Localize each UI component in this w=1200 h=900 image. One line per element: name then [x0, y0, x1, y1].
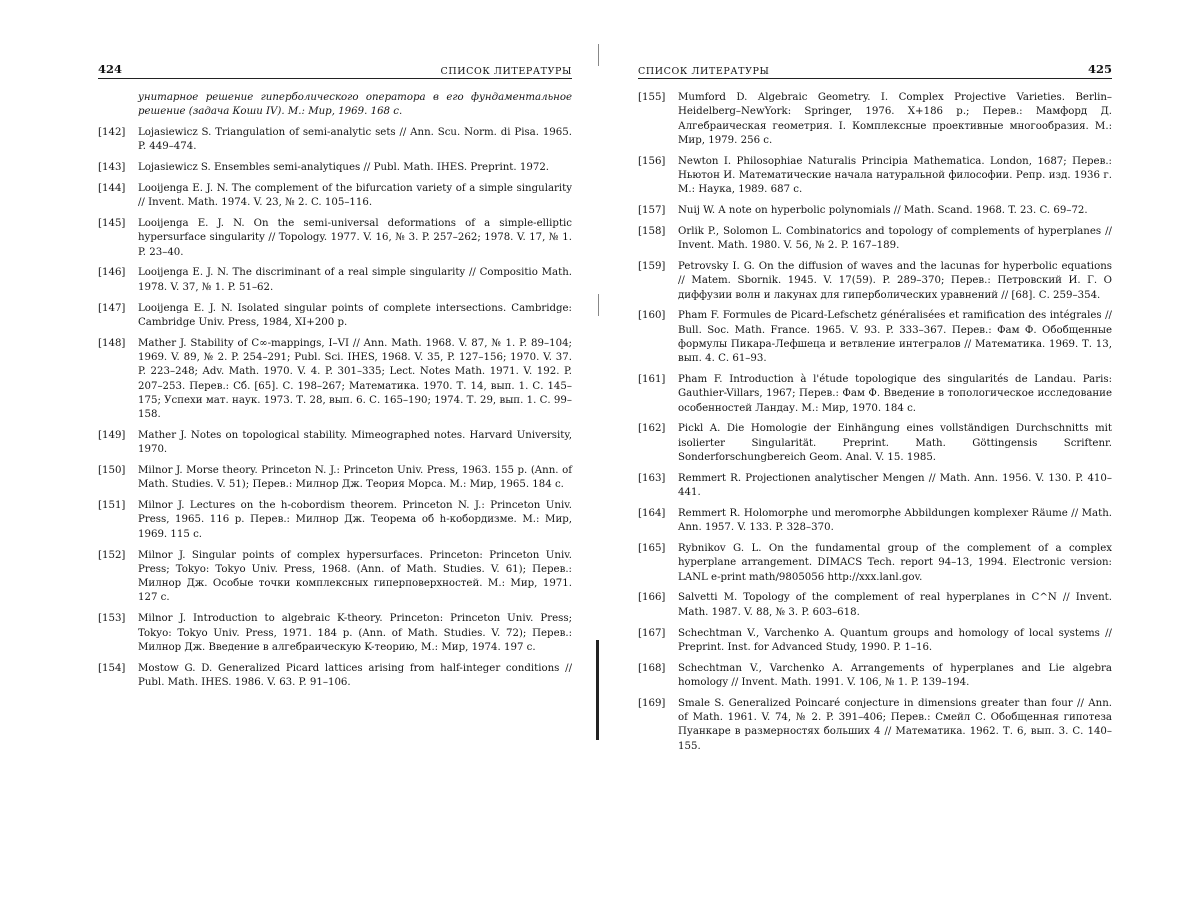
reference-text: Mumford D. Algebraic Geometry. I. Complex Projective Varieties. Berlin–Heidelberg–NewYork: Springer, 1976. X+186 p.; Перев.: Мамфорд Д. Алгебраическая геометрия. I. Комплексные проективные многообразия. М.: Мир, 1979. 256 с. — [678, 92, 1112, 146]
reference-text: Remmert R. Projectionen analytischer Mengen // Math. Ann. 1956. V. 130. P. 410–441. — [678, 472, 1112, 499]
reference-number: [146] — [98, 267, 126, 279]
reference-number — [98, 91, 138, 120]
reference-number: [153] — [98, 613, 126, 625]
reference-number: [151] — [98, 500, 126, 512]
reference-text: Lojasiewicz S. Ensembles semi-analytiques // Publ. Math. IHES. Preprint. 1972. — [138, 162, 550, 174]
reference-entry — [98, 182, 572, 211]
left-reference-list — [98, 91, 572, 690]
reference-text: Looijenga E. J. N. On the semi-universal deformations of a simple-elliptic hypersurface singularity // Topology. 1977. V. 16, № 3. P. 257–262; 1978. V. 17, № 1. P. 23–40. — [138, 218, 572, 258]
reference-entry — [98, 464, 572, 493]
left-page — [98, 62, 572, 697]
reference-entry — [98, 302, 572, 331]
reference-text: Milnor J. Lectures on the h-cobordism theorem. Princeton N. J.: Princeton Univ. Press, 1965. 116 p. Перев.: Милнор Дж. Теорема об h-кобордизме. М.: Мир, 1969. 115 с. — [138, 500, 572, 540]
reference-number: [148] — [98, 337, 126, 349]
reference-number: [165] — [638, 543, 666, 555]
reference-entry — [638, 225, 1112, 254]
reference-text: Mather J. Stability of C∞-mappings, I–VI // Ann. Math. 1968. V. 87, № 1. P. 89–104; 1969. V. 89, № 2. P. 254–291; Publ. Sci. IHES, 1968. V. 35, P. 127–156; 1970. V. 37. P. 223–248; Adv. Math. 1970. V. 4. P. 301–335; Lect. Notes Math. 1971. V. 192. P. 207–253. Перев.: Сб. [65]. С. 198–267; Математика. 1970. Т. 14, вып. 1. С. 145–175; Успехи мат. наук. 1973. Т. 28, вып. 6. С. 165–190; 1974. Т. 29, вып. 1. С. 99–158. — [138, 337, 572, 421]
reference-entry — [638, 204, 1112, 218]
reference-entry — [638, 260, 1112, 303]
reference-entry — [638, 662, 1112, 691]
reference-entry — [638, 472, 1112, 501]
gutter-tick-top — [598, 44, 599, 66]
reference-entry — [98, 612, 572, 655]
reference-entry — [638, 155, 1112, 198]
reference-entry — [98, 217, 572, 260]
gutter-tick-middle — [598, 294, 599, 316]
reference-number: [169] — [638, 697, 666, 709]
reference-entry — [638, 309, 1112, 366]
reference-text: Lojasiewicz S. Triangulation of semi-analytic sets // Ann. Scu. Norm. di Pisa. 1965. P. 449–474. — [138, 127, 572, 153]
right-page-number: 425 — [1087, 62, 1112, 76]
reference-number: [158] — [638, 225, 666, 237]
reference-number: [167] — [638, 627, 666, 639]
reference-number: [144] — [98, 182, 126, 194]
reference-text: Mather J. Notes on topological stability. Mimeographed notes. Harvard University, 1970. — [138, 429, 572, 456]
reference-entry — [638, 422, 1112, 465]
reference-number: [143] — [98, 162, 126, 174]
reference-number: [163] — [638, 472, 666, 484]
reference-entry — [638, 542, 1112, 585]
reference-text: Salvetti M. Topology of the complement of real hyperplanes in C^N // Invent. Math. 1987. V. 88, № 3. P. 603–618. — [678, 592, 1112, 618]
reference-number: [154] — [98, 662, 126, 674]
reference-text: Orlik P., Solomon L. Combinatorics and topology of complements of hyperplanes // Invent. Math. 1980. V. 56, № 2. P. 167–189. — [678, 225, 1112, 252]
reference-text: Newton I. Philosophiae Naturalis Principia Mathematica. London, 1687; Перев.: Ньютон И. Математические начала натуральной философии. Репр. изд. 1936 г. М.: Наука, 1989. 687 с. — [678, 155, 1112, 196]
reference-number: [162] — [638, 423, 666, 435]
reference-entry — [638, 91, 1112, 148]
reference-entry — [638, 697, 1112, 754]
reference-number: [160] — [638, 310, 666, 322]
reference-entry — [98, 499, 572, 542]
reference-entry — [98, 266, 572, 295]
reference-entry — [638, 591, 1112, 620]
left-running-head-title: СПИСОК ЛИТЕРАТУРЫ — [440, 66, 572, 77]
reference-number: [145] — [98, 218, 126, 230]
reference-text: Pham F. Introduction à l'étude topologique des singularités de Landau. Paris: Gauthier-Villars, 1967; Перев.: Фам Ф. Введение в топологическое исследование особенностей Ландау. М.: Мир, 1970. 184 с. — [678, 374, 1112, 414]
left-running-head — [98, 62, 572, 79]
reference-entry — [98, 161, 572, 175]
reference-text: Milnor J. Singular points of complex hypersurfaces. Princeton: Princeton Univ. Press; Tokyo: Tokyo Univ. Press, 1968. (Ann. of Math. Studies. V. 61); Перев.: Милнор Дж. Особые точки комплексных гиперповерхностей. М.: Мир, 1971. 127 с. — [138, 549, 572, 604]
gutter-scan-bar — [596, 640, 599, 740]
reference-number: [164] — [638, 507, 666, 519]
reference-text: Milnor J. Morse theory. Princeton N. J.: Princeton Univ. Press, 1963. 155 p. (Ann. of Math. Studies. V. 51); Перев.: Милнор Дж. Теория Морса. М.: Мир, 1965. 184 с. — [138, 465, 572, 491]
reference-number: [157] — [638, 205, 666, 217]
right-running-head — [638, 62, 1112, 79]
reference-text: Looijenga E. J. N. Isolated singular points of complete intersections. Cambridge: Cambridge Univ. Press, 1984, XI+200 p. — [138, 302, 572, 328]
reference-number: [149] — [98, 429, 126, 441]
reference-entry — [98, 126, 572, 155]
reference-text: Pickl A. Die Homologie der Einhängung eines vollständigen Durchschnitts mit isolierter Singularität. Preprint. Math. Göttingensis Scriftenr. Sonderforschungbereich Geom. Anal. V. 15. 1985. — [678, 423, 1112, 464]
reference-text: Remmert R. Holomorphe und meromorphe Abbildungen komplexer Räume // Math. Ann. 1957. V. 133. P. 328–370. — [678, 507, 1112, 534]
reference-number: [142] — [98, 127, 126, 139]
reference-text: Smale S. Generalized Poincaré conjecture in dimensions greater than four // Ann. of Math. 1961. V. 74, № 2. P. 391–406; Перев.: Смейл С. Обобщенная гипотеза Пуанкаре в размерностях больших 4 // Математика. 1962. Т. 6, вып. 3. С. 140–155. — [678, 697, 1112, 752]
reference-entry — [638, 627, 1112, 656]
reference-entry — [98, 337, 572, 423]
right-running-head-title: СПИСОК ЛИТЕРАТУРЫ — [638, 66, 770, 77]
reference-number: [159] — [638, 260, 666, 272]
reference-number: [168] — [638, 662, 666, 674]
reference-text: Pham F. Formules de Picard-Lefschetz généralisées et ramification des intégrales // Bull. Soc. Math. France. 1965. V. 93. P. 333–367. Перев.: Фам Ф. Обобщенные формулы Пикара-Лефшеца и ветвление интегралов // Математика. 1969. Т. 13, вып. 4. С. 61–93. — [678, 310, 1112, 365]
reference-entry — [638, 507, 1112, 536]
reference-text: унитарное решение гиперболического оператора в его фундаментальное решение (задача Коши IV). М.: Мир, 1969. 168 с. — [138, 92, 572, 118]
reference-text: Petrovsky I. G. On the diffusion of waves and the lacunas for hyperbolic equations // Matem. Sbornik. 1945. V. 17(59). P. 289–370; Перев.: Петровский И. Г. О диффузии волн и лакунах для гиперболических уравнений // [68]. С. 259–354. — [678, 260, 1112, 301]
left-page-number: 424 — [98, 62, 123, 76]
right-page — [638, 62, 1112, 760]
reference-number: [156] — [638, 155, 666, 167]
reference-text: Nuij W. A note on hyperbolic polynomials // Math. Scand. 1968. T. 23. C. 69–72. — [678, 205, 1088, 217]
reference-number: [166] — [638, 592, 666, 604]
right-reference-list — [638, 91, 1112, 754]
reference-entry — [638, 373, 1112, 416]
reference-text: Looijenga E. J. N. The discriminant of a real simple singularity // Compositio Math. 1978. V. 37, № 1. P. 51–62. — [138, 267, 572, 293]
reference-text: Rybnikov G. L. On the fundamental group of the complement of a complex hyperplane arrangement. DIMACS Tech. report 94–13, 1994. Electronic version: LANL e-print math/9805056 http://xxx.lanl.gov. — [678, 543, 1112, 583]
reference-entry — [98, 662, 572, 691]
reference-text: Mostow G. D. Generalized Picard lattices arising from half-integer conditions // Publ. Math. IHES. 1986. V. 63. P. 91–106. — [138, 662, 572, 688]
reference-number: [147] — [98, 302, 126, 314]
reference-number: [152] — [98, 549, 126, 561]
reference-entry — [98, 91, 572, 120]
reference-number: [155] — [638, 92, 666, 103]
reference-text: Schechtman V., Varchenko A. Arrangements of hyperplanes and Lie algebra homology // Invent. Math. 1991. V. 106, № 1. P. 139–194. — [678, 662, 1112, 688]
reference-number: [150] — [98, 465, 126, 477]
reference-text: Schechtman V., Varchenko A. Quantum groups and homology of local systems // Preprint. Inst. for Advanced Study, 1990. P. 1–16. — [678, 627, 1112, 653]
reference-entry — [98, 429, 572, 458]
reference-text: Looijenga E. J. N. The complement of the bifurcation variety of a simple singularity // Invent. Math. 1974. V. 23, № 2. C. 105–116. — [138, 182, 572, 209]
reference-text: Milnor J. Introduction to algebraic K-theory. Princeton: Princeton Univ. Press; Tokyo: Tokyo Univ. Press, 1971. 184 p. (Ann. of Math. Studies. V. 72); Перев.: Милнор Дж. Введение в алгебраическую K-теорию, М.: Мир, 1974. 197 с. — [138, 613, 572, 653]
reference-entry — [98, 549, 572, 606]
reference-number: [161] — [638, 374, 666, 386]
